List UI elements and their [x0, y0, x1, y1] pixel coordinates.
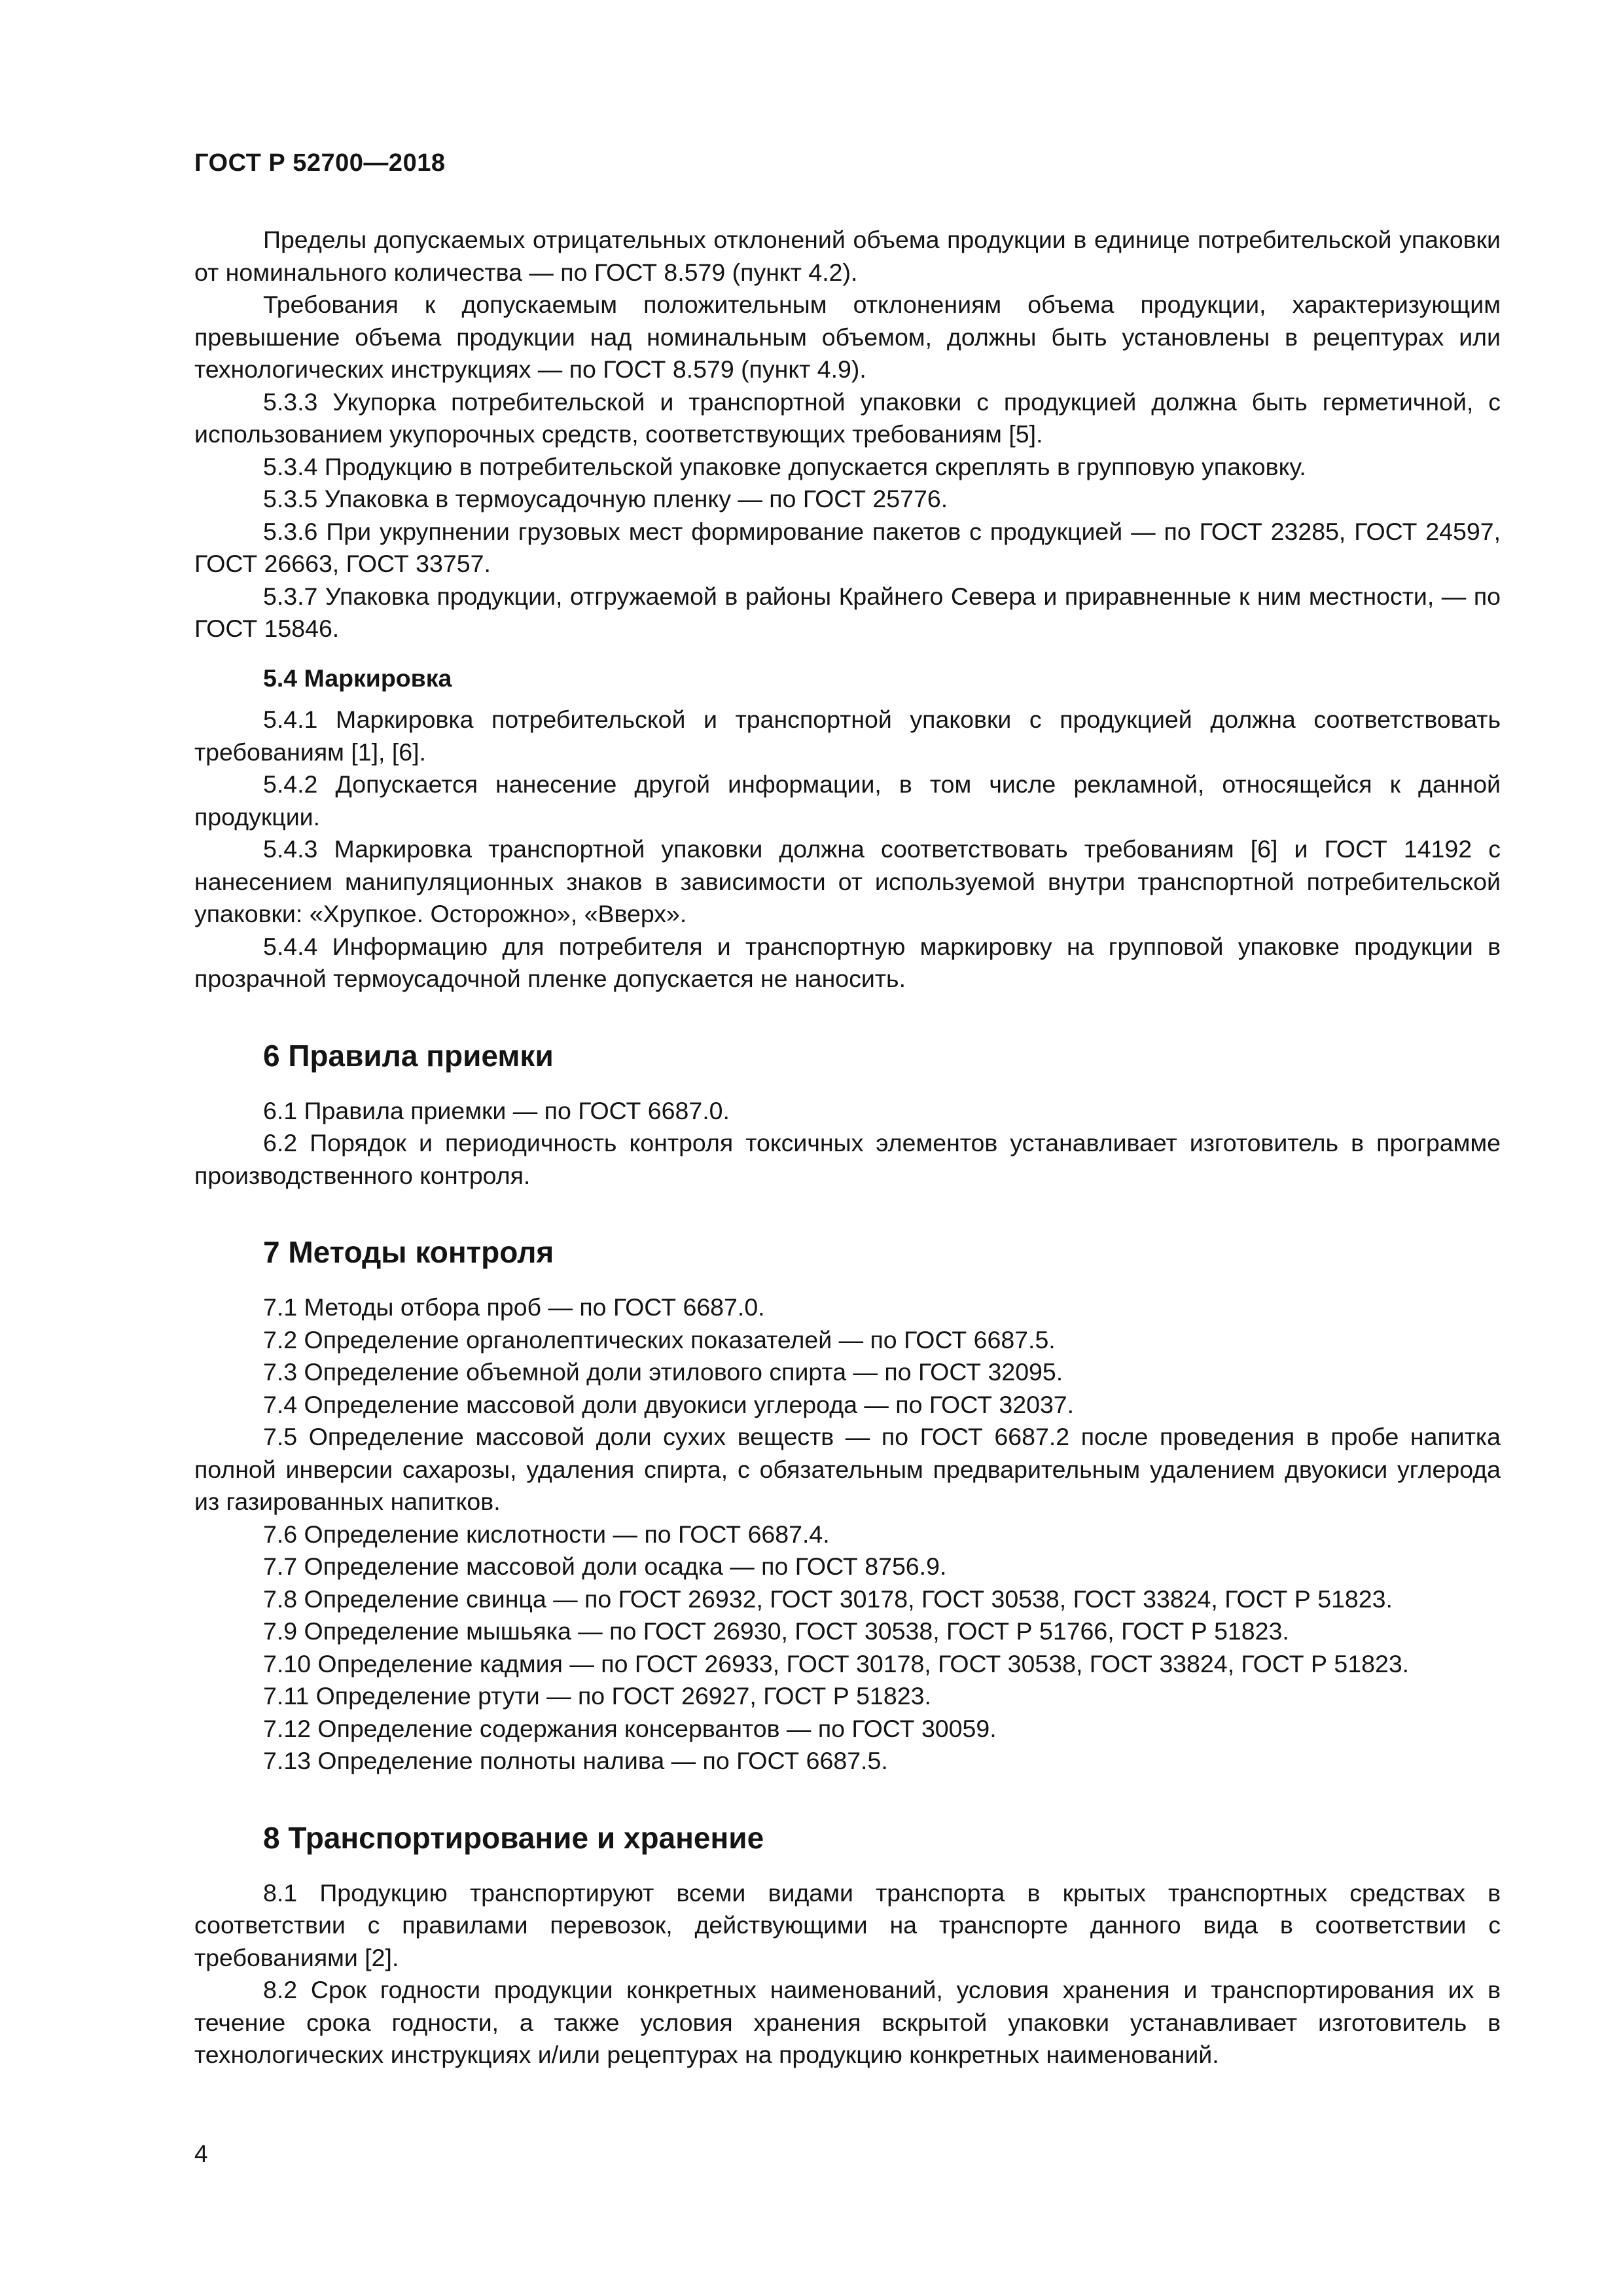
paragraph: 6.2 Порядок и периодичность контроля токсичных элементов устанавливает изготовитель в программе производственного контроля. — [194, 1129, 1501, 1189]
paragraph: 8.1 Продукцию транспортируют всеми видами транспорта в крытых транспортных средствах в соответствии с правилами перевозок, действующими на транспорте данного вида в соответствии с требованиями [2]. — [194, 1878, 1501, 1971]
section-heading-6: 6 Правила приемки — [263, 1038, 554, 1073]
paragraph: 5.3.6 При укрупнении грузовых мест формирование пакетов с продукцией — по ГОСТ 23285, ГОСТ 24597, ГОСТ 26663, ГОСТ 33757. — [194, 517, 1501, 577]
page-number: 4 — [194, 2140, 208, 2167]
paragraph: 7.5 Определение массовой доли сухих веществ — по ГОСТ 6687.2 после проведения в пробе напитка полной инверсии сахарозы, удаления спирта, с обязательным предварительным удалением двуокиси углерода из газированных напитков. — [194, 1423, 1501, 1515]
paragraph: 7.12 Определение содержания консервантов — по ГОСТ 30059. — [263, 1714, 997, 1742]
paragraph: 5.3.7 Упаковка продукции, отгружаемой в районы Крайнего Севера и приравненные к ним местности, — по ГОСТ 15846. — [194, 582, 1501, 642]
paragraph: 5.3.5 Упаковка в термоусадочную пленку — по ГОСТ 25776. — [263, 485, 948, 512]
paragraph: 7.7 Определение массовой доли осадка — по ГОСТ 8756.9. — [263, 1552, 947, 1580]
subsection-heading-5-4: 5.4 Маркировка — [263, 664, 452, 692]
paragraph: 7.10 Определение кадмия — по ГОСТ 26933, ГОСТ 30178, ГОСТ 30538, ГОСТ 33824, ГОСТ Р 51823. — [263, 1649, 1410, 1677]
paragraph: 7.1 Методы отбора проб — по ГОСТ 6687.0. — [263, 1293, 765, 1321]
section-heading-7: 7 Методы контроля — [263, 1235, 554, 1269]
paragraph: 7.4 Определение массовой доли двуокиси углерода — по ГОСТ 32037. — [263, 1390, 1075, 1418]
paragraph: 7.11 Определение ртути — по ГОСТ 26927, ГОСТ Р 51823. — [263, 1682, 931, 1710]
page-content — [194, 224, 1501, 2072]
document-id-header: ГОСТ Р 52700—2018 — [194, 149, 446, 177]
paragraph: 5.4.2 Допускается нанесение другой информации, в том числе рекламной, относящейся к данной продукции. — [194, 770, 1501, 831]
paragraph: 7.2 Определение органолептических показателей — по ГОСТ 6687.5. — [263, 1325, 1056, 1354]
section-heading-8: 8 Транспортирование и хранение — [263, 1820, 764, 1855]
paragraph: 7.13 Определение полноты налива — по ГОСТ 6687.5. — [263, 1747, 888, 1774]
paragraph: 7.6 Определение кислотности — по ГОСТ 6687.4. — [263, 1520, 830, 1548]
paragraph: 5.4.1 Маркировка потребительской и транспортной упаковки с продукцией должна соответствовать требованиям [1], [6]. — [194, 706, 1501, 766]
paragraph: 7.3 Определение объемной доли этилового спирта — по ГОСТ 32095. — [263, 1358, 1063, 1386]
paragraph: Требования к допускаемым положительным отклонениям объема продукции, характеризующим превышение объема продукции над номинальным объемом, должны быть установлены в рецептурах или технологических инструкциях — по ГОСТ 8.579 (пункт 4.9). — [194, 291, 1501, 383]
paragraph: 8.2 Срок годности продукции конкретных наименований, условия хранения и транспортирования их в течение срока годности, а также условия хранения вскрытой упаковки устанавливает изготовитель в технологических инструкциях и/или рецептурах на продукцию конкретных наименований. — [194, 1976, 1501, 2068]
paragraph: 6.1 Правила приемки — по ГОСТ 6687.0. — [263, 1096, 730, 1124]
paragraph: 5.3.4 Продукцию в потребительской упаковке допускается скреплять в групповую упаковку. — [263, 452, 1306, 480]
paragraph: 7.8 Определение свинца — по ГОСТ 26932, ГОСТ 30178, ГОСТ 30538, ГОСТ 33824, ГОСТ Р 51823. — [263, 1585, 1393, 1613]
paragraph: 5.3.3 Укупорка потребительской и транспортной упаковки с продукцией должна быть герметичной, с использованием укупорочных средств, соответствующих требованиям [5]. — [194, 387, 1501, 448]
paragraph: Пределы допускаемых отрицательных отклонений объема продукции в единице потребительской упаковки от номинального количества — по ГОСТ 8.579 (пункт 4.2). — [194, 226, 1501, 286]
paragraph: 7.9 Определение мышьяка — по ГОСТ 26930, ГОСТ 30538, ГОСТ Р 51766, ГОСТ Р 51823. — [263, 1617, 1289, 1645]
paragraph: 5.4.3 Маркировка транспортной упаковки должна соответствовать требованиям [6] и ГОСТ 14192 с нанесением манипуляционных знаков в зависимости от используемой внутри транспортной потребительской упаковки: «Хрупкое. Осторожно», «Вверх». — [194, 835, 1501, 927]
paragraph: 5.4.4 Информацию для потребителя и транспортную маркировку на групповой упаковке продукции в прозрачной термоусадочной пленке допускается не наносить. — [194, 932, 1501, 992]
